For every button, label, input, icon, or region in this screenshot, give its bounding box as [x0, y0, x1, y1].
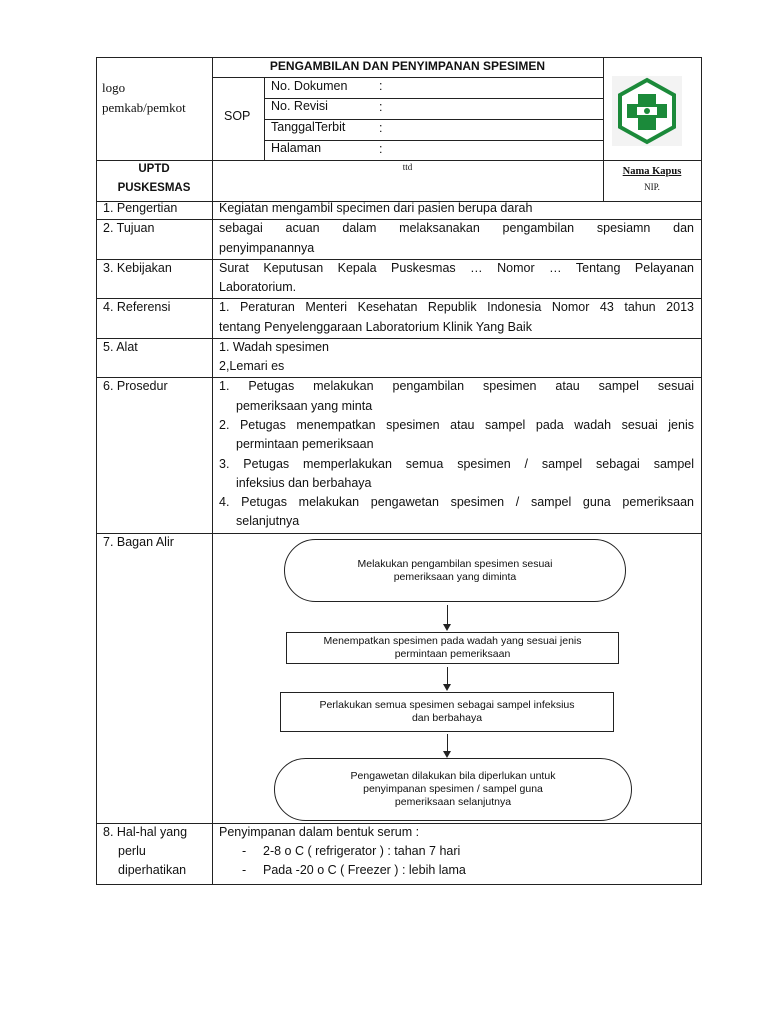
logo-placeholder-line1: logo: [102, 80, 126, 95]
kebijakan-line1: Surat Keputusan Kepala Puskesmas … Nomor … Tentang Pelayanan: [219, 261, 694, 275]
referensi-label: 4. Referensi: [103, 300, 171, 314]
prosedur-step-2-line1: 2. Petugas menempatkan spesimen atau sampel pada wadah sesuai jenis: [219, 418, 694, 432]
referensi-line2: tentang Penyelenggaraan Laboratorium Klinik Yang Baik: [219, 320, 532, 334]
alat-item-2: 2,Lemari es: [219, 359, 285, 373]
tujuan-line2: penyimpanannya: [219, 241, 315, 255]
kapus-nip: NIP.: [644, 182, 660, 192]
hal-hal-bullet-2-text: Pada -20 o C ( Freezer ) : lebih lama: [263, 863, 466, 877]
flow-node-2-line1: Menempatkan spesimen pada wadah yang sesuai jenis: [323, 635, 582, 647]
flow-node-4-line3: pemeriksaan selanjutnya: [394, 796, 512, 808]
hal-hal-bullet-2-dash: -: [242, 863, 247, 877]
flow-node-2-line2: permintaan pemeriksaan: [394, 648, 511, 660]
hal-hal-intro: Penyimpanan dalam bentuk serum :: [219, 825, 420, 839]
tujuan-label: 2. Tujuan: [103, 221, 155, 235]
flow-node-4-terminal: [274, 758, 632, 821]
hal-hal-label-line1: 8. Hal-hal yang: [103, 825, 188, 839]
document-title: PENGAMBILAN DAN PENYIMPANAN SPESIMEN: [269, 59, 546, 73]
kebijakan-line2: Laboratorium.: [219, 280, 297, 294]
puskesmas-logo-icon: [612, 76, 682, 146]
prosedur-step-4-line1: 4. Petugas melakukan pengawetan spesimen / sampel guna pemeriksaan: [219, 495, 694, 509]
sop-label: SOP: [224, 109, 251, 123]
doc-field-halaman: Halaman: [271, 141, 322, 155]
kapus-name: Nama Kapus: [622, 166, 682, 177]
hal-hal-bullet-1-text: 2-8 o C ( refrigerator ) : tahan 7 hari: [263, 844, 461, 858]
hal-hal-label-line2: perlu: [118, 844, 146, 858]
hal-hal-bullet-1-dash: -: [242, 844, 247, 858]
flow-node-3-line1: Perlakukan semua spesimen sebagai sampel infeksius: [319, 699, 575, 711]
doc-field-tanggal-terbit: TanggalTerbit: [271, 120, 346, 134]
prosedur-step-2-line2: permintaan pemeriksaan: [236, 437, 374, 451]
prosedur-step-4-line2: selanjutnya: [236, 514, 300, 528]
flow-node-3-line2: dan berbahaya: [411, 712, 483, 724]
doc-field-no-revisi-sep: :: [379, 100, 383, 114]
bagan-alir-label: 7. Bagan Alir: [103, 535, 174, 549]
flow-node-4-line1: Pengawetan dilakukan bila diperlukan untuk: [350, 770, 556, 782]
pengertian-text: Kegiatan mengambil specimen dari pasien berupa darah: [219, 201, 533, 215]
unit-name-line2: PUSKESMAS: [117, 182, 191, 194]
prosedur-step-1-line1: 1. Petugas melakukan pengambilan spesimen atau sampel sesuai: [219, 379, 694, 393]
flow-node-1-line1: Melakukan pengambilan spesimen sesuai: [357, 557, 553, 570]
hal-hal-label-line3: diperhatikan: [118, 863, 187, 877]
flow-arrow-1-head: [443, 624, 451, 631]
prosedur-step-3-line1: 3. Petugas memperlakukan semua spesimen / sampel sebagai sampel: [219, 457, 694, 471]
doc-field-tanggal-terbit-sep: :: [379, 121, 383, 135]
flow-node-1-line2: pemeriksaan yang diminta: [393, 570, 517, 583]
prosedur-step-1-line2: pemeriksaan yang minta: [236, 399, 373, 413]
flow-arrow-2: [447, 667, 448, 685]
flow-arrow-3-head: [443, 751, 451, 758]
doc-field-no-revisi: No. Revisi: [271, 99, 328, 113]
tujuan-line1: sebagai acuan dalam melaksanakan pengambilan spesiamn dan: [219, 221, 694, 235]
pengertian-label: 1. Pengertian: [103, 201, 178, 215]
flow-node-4-line2: penyimpanan spesimen / sampel guna: [363, 783, 543, 795]
unit-name-line1: UPTD: [138, 163, 170, 175]
flow-arrow-2-head: [443, 684, 451, 691]
flow-arrow-1: [447, 605, 448, 625]
doc-field-no-dokumen: No. Dokumen: [271, 79, 348, 93]
flow-node-2-process: [286, 632, 619, 664]
doc-field-halaman-sep: :: [379, 142, 383, 156]
referensi-line1: 1. Peraturan Menteri Kesehatan Republik Indonesia Nomor 43 tahun 2013: [219, 300, 694, 314]
flow-node-3-process: [280, 692, 614, 732]
prosedur-label: 6. Prosedur: [103, 379, 168, 393]
alat-item-1: 1. Wadah spesimen: [219, 340, 330, 354]
doc-field-no-dokumen-sep: :: [379, 79, 383, 93]
logo-placeholder-line2: pemkab/pemkot: [102, 100, 186, 115]
signature-ttd: ttd: [402, 162, 413, 172]
kebijakan-label: 3. Kebijakan: [103, 261, 172, 275]
flow-arrow-3: [447, 734, 448, 752]
prosedur-step-3-line2: infeksius dan berbahaya: [236, 476, 372, 490]
alat-label: 5. Alat: [103, 340, 138, 354]
flow-node-1-terminal: [284, 539, 626, 602]
